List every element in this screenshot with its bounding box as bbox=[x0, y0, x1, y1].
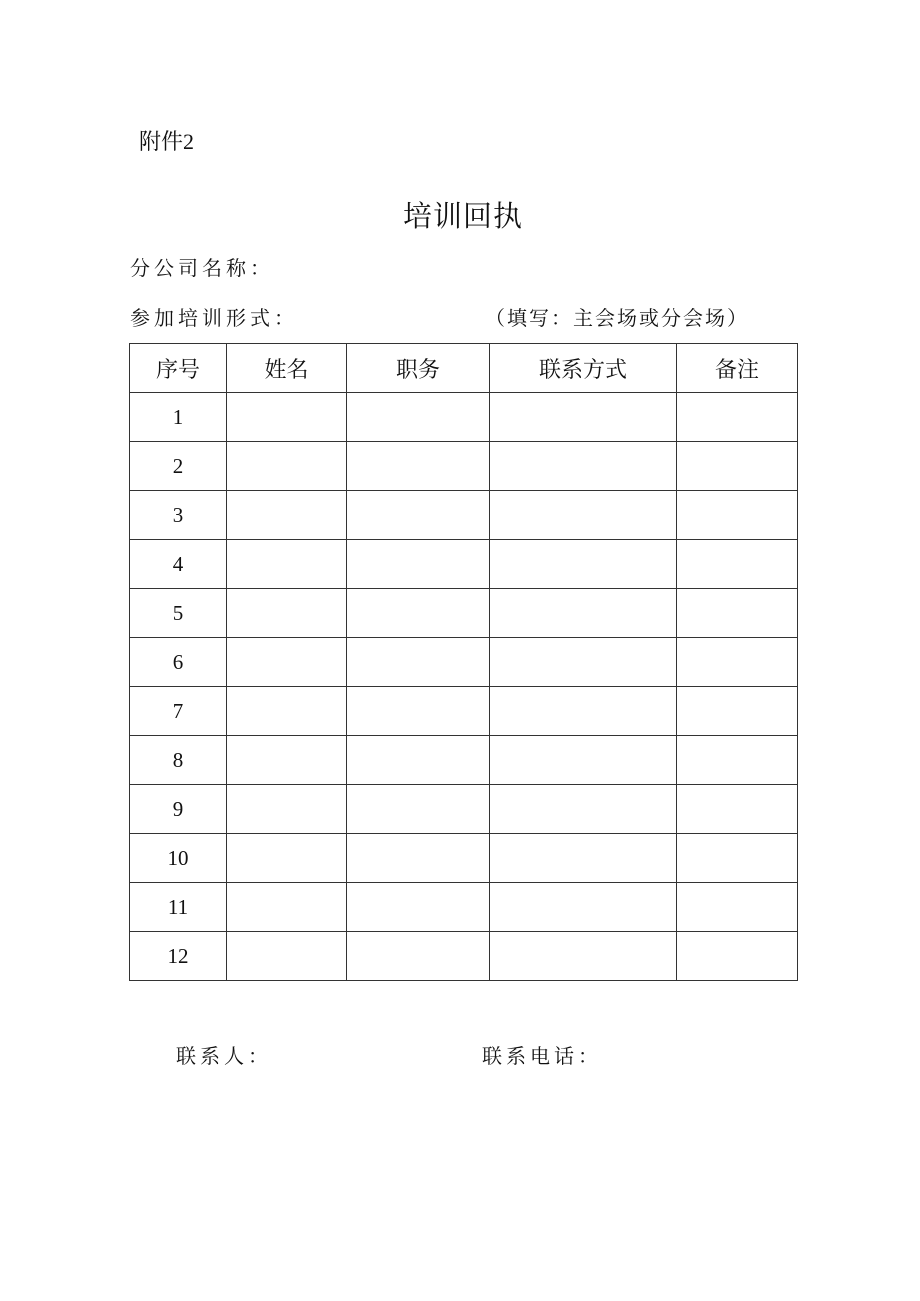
remark-cell[interactable] bbox=[677, 491, 798, 540]
contact-cell[interactable] bbox=[490, 932, 677, 981]
position-cell[interactable] bbox=[347, 393, 490, 442]
row-number: 7 bbox=[130, 687, 227, 736]
contact-cell[interactable] bbox=[490, 834, 677, 883]
table-row bbox=[130, 785, 798, 834]
row-number: 5 bbox=[130, 589, 227, 638]
page-title: 培训回执 bbox=[402, 199, 523, 233]
contact-person-label: 联系人： bbox=[176, 1044, 272, 1068]
position-cell[interactable] bbox=[347, 687, 490, 736]
row-number: 12 bbox=[130, 932, 227, 981]
remark-cell[interactable] bbox=[677, 932, 798, 981]
position-cell[interactable] bbox=[347, 491, 490, 540]
position-cell[interactable] bbox=[347, 589, 490, 638]
name-cell[interactable] bbox=[227, 393, 347, 442]
position-cell[interactable] bbox=[347, 883, 490, 932]
row-number: 9 bbox=[130, 785, 227, 834]
position-cell[interactable] bbox=[347, 834, 490, 883]
position-cell[interactable] bbox=[347, 540, 490, 589]
contact-cell[interactable] bbox=[490, 736, 677, 785]
name-cell[interactable] bbox=[227, 442, 347, 491]
attachment-number: 2 bbox=[183, 129, 195, 154]
contact-cell[interactable] bbox=[490, 687, 677, 736]
table-row bbox=[130, 589, 798, 638]
position-cell[interactable] bbox=[347, 785, 490, 834]
position-cell[interactable] bbox=[347, 638, 490, 687]
contact-phone-label: 联系电话： bbox=[482, 1044, 602, 1068]
remark-cell[interactable] bbox=[677, 638, 798, 687]
training-roster-table bbox=[129, 343, 798, 981]
header-position: 职务 bbox=[347, 344, 490, 393]
header-remark: 备注 bbox=[677, 344, 798, 393]
row-number: 11 bbox=[130, 883, 227, 932]
contact-cell[interactable] bbox=[490, 883, 677, 932]
contact-cell[interactable] bbox=[490, 589, 677, 638]
row-number: 1 bbox=[130, 393, 227, 442]
remark-cell[interactable] bbox=[677, 883, 798, 932]
name-cell[interactable] bbox=[227, 491, 347, 540]
contact-cell[interactable] bbox=[490, 393, 677, 442]
company-name-label: 分公司名称： bbox=[130, 256, 274, 280]
remark-cell[interactable] bbox=[677, 393, 798, 442]
row-number: 8 bbox=[130, 736, 227, 785]
table-row bbox=[130, 834, 798, 883]
contact-cell[interactable] bbox=[490, 491, 677, 540]
row-number: 10 bbox=[130, 834, 227, 883]
contact-cell[interactable] bbox=[490, 540, 677, 589]
table-row bbox=[130, 540, 798, 589]
row-number: 2 bbox=[130, 442, 227, 491]
remark-cell[interactable] bbox=[677, 442, 798, 491]
table-row bbox=[130, 491, 798, 540]
position-cell[interactable] bbox=[347, 736, 490, 785]
table-row bbox=[130, 638, 798, 687]
name-cell[interactable] bbox=[227, 785, 347, 834]
row-number: 6 bbox=[130, 638, 227, 687]
row-number: 3 bbox=[130, 491, 227, 540]
name-cell[interactable] bbox=[227, 540, 347, 589]
training-form-note: （填写：主会场或分会场） bbox=[485, 306, 749, 330]
name-cell[interactable] bbox=[227, 638, 347, 687]
name-cell[interactable] bbox=[227, 589, 347, 638]
table-header-row bbox=[130, 344, 798, 393]
row-number: 4 bbox=[130, 540, 227, 589]
name-cell[interactable] bbox=[227, 932, 347, 981]
remark-cell[interactable] bbox=[677, 589, 798, 638]
position-cell[interactable] bbox=[347, 932, 490, 981]
remark-cell[interactable] bbox=[677, 540, 798, 589]
table-row bbox=[130, 883, 798, 932]
table-row bbox=[130, 736, 798, 785]
table-row bbox=[130, 687, 798, 736]
table-row bbox=[130, 442, 798, 491]
remark-cell[interactable] bbox=[677, 785, 798, 834]
table-row bbox=[130, 393, 798, 442]
training-form-label: 参加培训形式： bbox=[130, 306, 298, 330]
header-name: 姓名 bbox=[227, 344, 347, 393]
name-cell[interactable] bbox=[227, 736, 347, 785]
remark-cell[interactable] bbox=[677, 736, 798, 785]
header-contact: 联系方式 bbox=[490, 344, 677, 393]
name-cell[interactable] bbox=[227, 834, 347, 883]
contact-cell[interactable] bbox=[490, 638, 677, 687]
header-number: 序号 bbox=[130, 344, 227, 393]
attachment-label bbox=[139, 128, 194, 157]
contact-cell[interactable] bbox=[490, 442, 677, 491]
position-cell[interactable] bbox=[347, 442, 490, 491]
contact-cell[interactable] bbox=[490, 785, 677, 834]
name-cell[interactable] bbox=[227, 883, 347, 932]
attachment-text: 附件 bbox=[139, 130, 184, 155]
remark-cell[interactable] bbox=[677, 834, 798, 883]
table-row bbox=[130, 932, 798, 981]
name-cell[interactable] bbox=[227, 687, 347, 736]
remark-cell[interactable] bbox=[677, 687, 798, 736]
